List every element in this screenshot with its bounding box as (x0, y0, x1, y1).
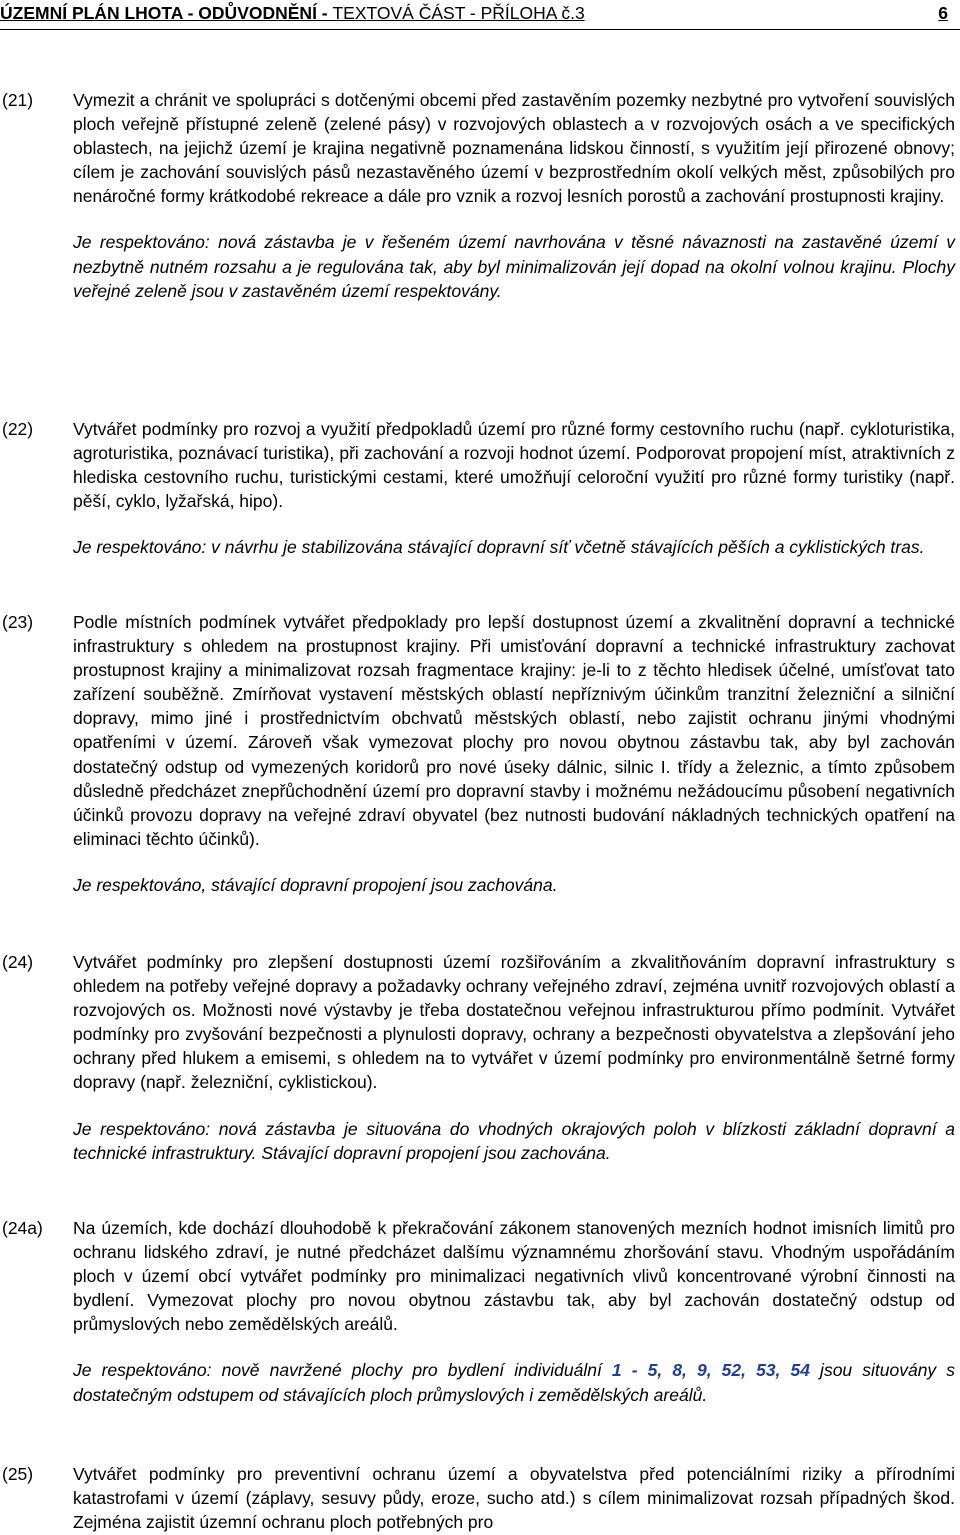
item-22 (0, 417, 960, 559)
item-23 (0, 610, 960, 897)
item-note (73, 1358, 955, 1406)
item-25 (0, 1462, 960, 1534)
note-text-continued: jsou situovány s dostatečným odstupem od stávajících ploch průmyslových i zemědělských areálů. (73, 1360, 956, 1405)
item-note: Je respektováno, stávající dopravní propojení jsou zachována. (73, 874, 558, 895)
plot-numbers-highlight: 1 - 5, 8, 9, 52, 53, 54 (611, 1360, 810, 1381)
item-text: Na územích, kde dochází dlouhodobě k překračování zákonem stanovených mezních hodnot imisních limitů pro ochranu lidského zdraví, je nutné předcházet dalšímu významnému zhoršování stavu. Vhodným uspořádáním ploch v území obcí vytvářet podmínky pro minimalizaci negativních vlivů koncentrované výrobní činnosti na bydlení. Vymezovat plochy pro novou obytnou zástavbu tak, aby byl zachován dostatečný odstup od průmyslových nebo zemědělských areálů. (73, 1218, 955, 1335)
item-number: (23) (2, 612, 34, 632)
item-number: (24a) (2, 1218, 43, 1238)
page-number: 6 (938, 3, 948, 23)
item-number: (25) (2, 1464, 34, 1484)
document-subtitle: TEXTOVÁ ČÁST - PŘÍLOHA č.3 (332, 3, 585, 23)
item-text: Vymezit a chránit ve spolupráci s dotčenými obcemi před zastavěním pozemky nezbytné pro vytvoření souvislých ploch veřejně přístupné zeleně (zelené pásy) v rozvojových oblastech a v rozvojových osách a ve specifických oblastech, na jejichž území je krajina negativně poznamenána lidskou činností, s využitím její přirozené obnovy; cílem je zachování souvislých pásů nezastavěného území v bezprostředním okolí velkých měst, způsobilých pro nenáročné formy krátkodobé rekreace a dále pro vznik a rozvoj lesních porostů a zachování prostupnosti krajiny. (73, 90, 955, 207)
item-note: Je respektováno: v návrhu je stabilizována stávající dopravní síť včetně stávajících pěších a cyklistických tras. (73, 537, 925, 558)
page-header (0, 0, 960, 30)
item-number: (22) (2, 419, 34, 439)
item-24 (0, 950, 960, 1165)
item-text: Podle místních podmínek vytvářet předpoklady pro lepší dostupnost území a zkvalitnění dopravní a technické infrastruktury s ohledem na prostupnost krajiny. Při umisťování dopravní a technické infrastruktury zachovat prostupnost krajiny a minimalizovat rozsah fragmentace krajiny: je-li to z těchto hledisek účelné, umísťovat tato zařízení souběžně. Zmírňovat vystavení městských oblastí nepříznivým účinkům tranzitní železniční a silniční dopravy, mimo jiné i prostřednictvím obchvatů městských oblastí, nebo zajistit ochranu jinými vhodnými opatřeními v území. Zároveň však vymezovat plochy pro novou obytnou zástavbu tak, aby byl zachován dostatečný odstup od vymezených koridorů pro nové úseky dálnic, silnic I. třídy a železnic, a tímto způsobem důsledně předcházet znepřůchodnění území pro dopravní stavby i možnému nežádoucímu působení negativních účinků provozu dopravy na veřejné zdraví obyvatel (bez nutnosti budování nákladných technických opatření na eliminaci těchto účinků). (73, 612, 955, 849)
item-21 (0, 88, 960, 303)
item-text: Vytvářet podmínky pro preventivní ochranu území a obyvatelstva před potenciálními riziky a přírodními katastrofami v území (záplavy, sesuvy půdy, eroze, sucho atd.) s cílem minimalizovat rozsah případných škod. Zejména zajistit územní ochranu ploch potřebných pro (73, 1464, 955, 1533)
item-note: Je respektováno: nová zástavba je v řešeném území navrhována v těsné návaznosti na zastavěné území v nezbytně nutném rozsahu a je regulována tak, aby byl minimalizován její dopad na okolní volnou krajinu. Plochy veřejné zeleně jsou v zastavěném území respektovány. (73, 232, 955, 301)
item-number: (21) (2, 90, 34, 110)
document-title: ÚZEMNÍ PLÁN LHOTA - ODŮVODNĚNÍ - (0, 3, 333, 23)
item-text: Vytvářet podmínky pro zlepšení dostupnosti území rozšiřováním a zkvalitňováním dopravní infrastruktury s ohledem na potřeby veřejné dopravy a požadavky ochrany veřejného zdraví, zejména uvnitř rozvojových oblastí a rozvojových os. Možnosti nové výstavby je třeba dostatečnou veřejnou infrastrukturou přímo podmínit. Vytvářet podmínky pro zvyšování bezpečnosti a plynulosti dopravy, ochrany a bezpečnosti obyvatelstva a zlepšování jeho ochrany před hlukem a emisemi, s ohledem na to vytvářet v území podmínky pro environmentálně šetrné formy dopravy (např. železniční, cyklistickou). (73, 952, 955, 1093)
item-text: Vytvářet podmínky pro rozvoj a využití předpokladů území pro různé formy cestovního ruchu (např. cykloturistika, agroturistika, poznávací turistika), při zachování a rozvoji hodnot území. Podporovat propojení míst, atraktivních z hlediska cestovního ruchu, turistickými cestami, které umožňují celoroční využití pro různé formy turistiky (např. pěší, cyklo, lyžařská, hipo). (73, 419, 955, 512)
item-note: Je respektováno: nová zástavba je situována do vhodných okrajových poloh v blízkosti základní dopravní a technické infrastruktury. Stávající dopravní propojení jsou zachována. (73, 1118, 955, 1163)
item-number: (24) (2, 952, 34, 972)
item-24a (0, 1216, 960, 1407)
note-text: Je respektováno: nově navržené plochy pro bydlení individuální (73, 1360, 612, 1381)
